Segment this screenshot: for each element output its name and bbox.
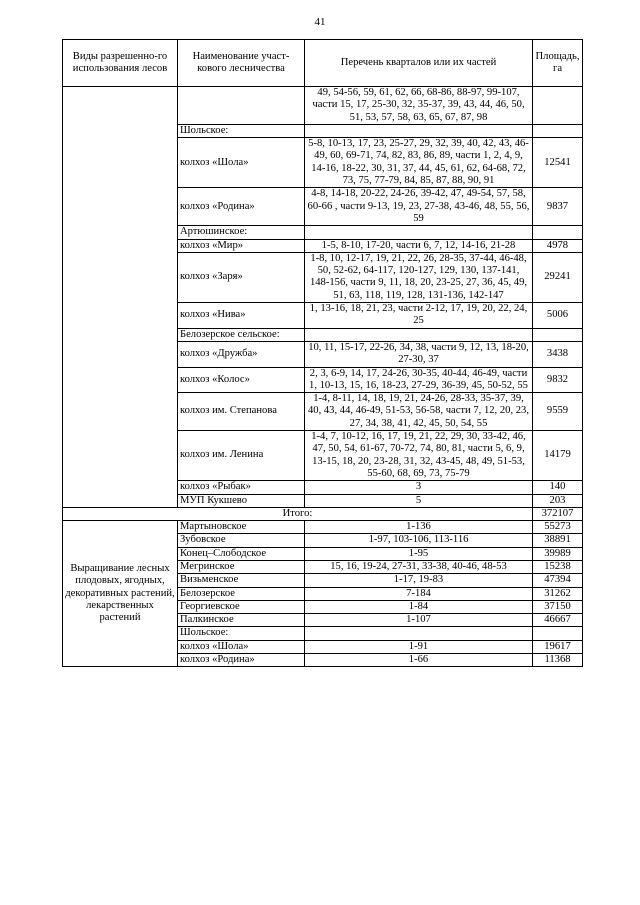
forestry-name-cell: колхоз им. Ленина: [178, 431, 305, 481]
forestry-name-cell: колхоз им. Степанова: [178, 393, 305, 431]
quarters-cell: 1-91: [305, 640, 533, 653]
quarters-cell: [305, 328, 533, 341]
area-cell: 46667: [533, 614, 583, 627]
forestry-name-cell: Визьменское: [178, 574, 305, 587]
page-number: 41: [314, 16, 326, 28]
forestry-name-cell: Зубовское: [178, 534, 305, 547]
quarters-cell: 3: [305, 481, 533, 494]
forestry-name-cell: Палкинское: [178, 614, 305, 627]
quarters-cell: 5: [305, 494, 533, 507]
forestry-name-cell: колхоз «Шола»: [178, 640, 305, 653]
quarters-cell: 1-95: [305, 547, 533, 560]
total-body: [63, 507, 583, 520]
forestry-name-cell: колхоз «Шола»: [178, 138, 305, 188]
forestry-name-cell: колхоз «Заря»: [178, 252, 305, 302]
quarters-cell: 1-107: [305, 614, 533, 627]
quarters-cell: 15, 16, 19-24, 27-31, 33-38, 40-46, 48-53: [305, 560, 533, 573]
forestry-name-cell: Георгиевское: [178, 600, 305, 613]
quarters-cell: 1-136: [305, 521, 533, 534]
area-cell: 15238: [533, 560, 583, 573]
area-cell: [533, 124, 583, 137]
area-cell: 203: [533, 494, 583, 507]
forestry-name-cell: Мегринское: [178, 560, 305, 573]
area-cell: 140: [533, 481, 583, 494]
quarters-cell: 5-8, 10-13, 17, 23, 25-27, 29, 32, 39, 40, 42, 43, 46-49, 60, 69-71, 74, 82, 83, 86, 89, части 1, 2, 4, 9, 14-16, 18-22, 30, 31, 37, 44, 45, 61, 62, 64-68, 72, 73, 75, 77-79, 84, 85, 87, 88, 90, 91: [305, 138, 533, 188]
header-forestry-name: Наименование участ-кового лесничества: [178, 40, 305, 87]
forestry-name-cell: МУП Кукшево: [178, 494, 305, 507]
quarters-cell: 2, 3, 6-9, 14, 17, 24-26, 30-35, 40-44, 46-49, части 1, 10-13, 15, 16, 18-23, 27-29, 36-39, 45, 50-52, 55: [305, 367, 533, 393]
area-cell: 3438: [533, 341, 583, 367]
area-cell: 14179: [533, 431, 583, 481]
quarters-cell: 1-97, 103-106, 113-116: [305, 534, 533, 547]
forest-use-table: [62, 39, 583, 667]
area-cell: 4978: [533, 239, 583, 252]
area-cell: [533, 627, 583, 640]
forestry-name-cell: колхоз «Нива»: [178, 303, 305, 329]
forestry-name-cell: Шольское:: [178, 124, 305, 137]
forestry-name-cell: Артюшинское:: [178, 226, 305, 239]
forestry-name-cell: колхоз «Родина»: [178, 188, 305, 226]
header-area: Площадь, га: [533, 40, 583, 87]
quarters-cell: 4-8, 14-18, 20-22, 24-26, 39-42, 47, 49-54, 57, 58, 60-66 , части 9-13, 19, 23, 27-38, 43-46, 48, 55, 56, 59: [305, 188, 533, 226]
use-type-cell: Выращивание лесных плодовых, ягодных, декоративных растений, лекарственных растений: [63, 521, 178, 667]
use-type-cell: [63, 87, 178, 508]
quarters-cell: 1-17, 19-83: [305, 574, 533, 587]
area-cell: 9837: [533, 188, 583, 226]
area-cell: 5006: [533, 303, 583, 329]
area-cell: 55273: [533, 521, 583, 534]
forestry-name-cell: колхоз «Родина»: [178, 654, 305, 667]
area-cell: 19617: [533, 640, 583, 653]
forestry-name-cell: Белозерское сельское:: [178, 328, 305, 341]
forestry-name-cell: колхоз «Дружба»: [178, 341, 305, 367]
quarters-cell: 1-8, 10, 12-17, 19, 21, 22, 26, 28-35, 37-44, 46-48, 50, 52-62, 64-117, 120-127, 129, 130, 137-141, 148-156, части 9, 11, 18, 20, 23-25, 27, 36, 45, 49, 51, 63, 118, 119, 128, 131-136, 142-147: [305, 252, 533, 302]
quarters-cell: 1, 13-16, 18, 21, 23, части 2-12, 17, 19, 20, 22, 24, 25: [305, 303, 533, 329]
total-label: Итого:: [63, 507, 533, 520]
section2-body: [63, 521, 583, 667]
area-cell: 31262: [533, 587, 583, 600]
quarters-cell: 1-4, 8-11, 14, 18, 19, 21, 24-26, 28-33, 35-37, 39, 40, 43, 44, 46-49, 51-53, 56-58, части 7, 12, 20, 23, 27, 34, 38, 41, 42, 45, 50, 54, 55: [305, 393, 533, 431]
header-quarters: Перечень кварталов или их частей: [305, 40, 533, 87]
quarters-cell: [305, 627, 533, 640]
section1-body: [63, 87, 583, 508]
forestry-name-cell: Конец–Слободское: [178, 547, 305, 560]
area-cell: 29241: [533, 252, 583, 302]
forestry-name-cell: колхоз «Рыбак»: [178, 481, 305, 494]
area-cell: [533, 87, 583, 125]
forestry-name-cell: Мартыновское: [178, 521, 305, 534]
header-use-type: Виды разрешенно-го использования лесов: [63, 40, 178, 87]
area-cell: 38891: [533, 534, 583, 547]
total-row: [63, 507, 583, 520]
forestry-name-cell: Белозерское: [178, 587, 305, 600]
quarters-cell: 49, 54-56, 59, 61, 62, 66, 68-86, 88-97, 99-107, части 15, 17, 25-30, 32, 35-37, 39, 43, 44, 46, 50, 51, 53, 57, 58, 63, 65, 67, 87, 98: [305, 87, 533, 125]
total-value: 372107: [533, 507, 583, 520]
table-row: [63, 521, 583, 534]
area-cell: [533, 328, 583, 341]
area-cell: 47394: [533, 574, 583, 587]
quarters-cell: 1-4, 7, 10-12, 16, 17, 19, 21, 22, 29, 30, 33-42, 46, 47, 50, 54, 61-67, 70-72, 74, 80, 81, части 5, 6, 9, 13-15, 18, 20, 23-28, 31, 32, 43-45, 48, 49, 51-53, 55-60, 68, 69, 73, 75-79: [305, 431, 533, 481]
area-cell: 9832: [533, 367, 583, 393]
forestry-name-cell: колхоз «Колос»: [178, 367, 305, 393]
table-header-row: [63, 40, 583, 87]
forestry-name-cell: Шольское:: [178, 627, 305, 640]
quarters-cell: 1-5, 8-10, 17-20, части 6, 7, 12, 14-16, 21-28: [305, 239, 533, 252]
quarters-cell: 7-184: [305, 587, 533, 600]
quarters-cell: [305, 226, 533, 239]
area-cell: 39989: [533, 547, 583, 560]
forestry-name-cell: колхоз «Мир»: [178, 239, 305, 252]
table-row: [63, 87, 583, 125]
area-cell: 12541: [533, 138, 583, 188]
quarters-cell: [305, 124, 533, 137]
area-cell: 11368: [533, 654, 583, 667]
quarters-cell: 1-84: [305, 600, 533, 613]
quarters-cell: 10, 11, 15-17, 22-26, 34, 38, части 9, 12, 13, 18-20, 27-30, 37: [305, 341, 533, 367]
quarters-cell: 1-66: [305, 654, 533, 667]
area-cell: 37150: [533, 600, 583, 613]
area-cell: 9559: [533, 393, 583, 431]
area-cell: [533, 226, 583, 239]
forestry-name-cell: [178, 87, 305, 125]
